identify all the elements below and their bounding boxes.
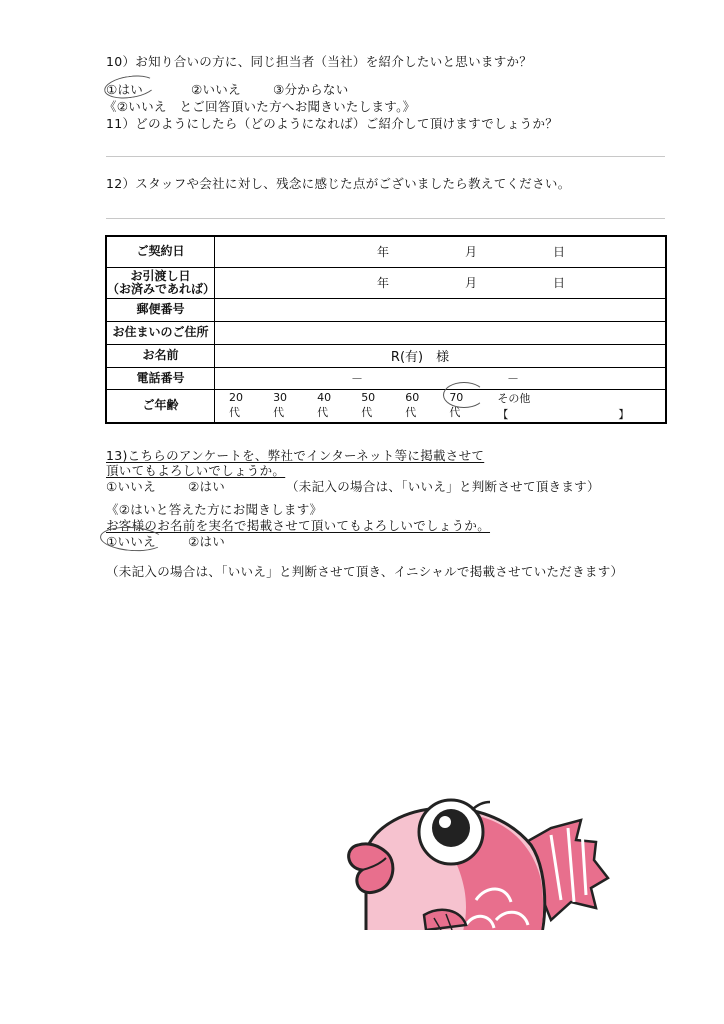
row-address <box>106 321 666 344</box>
q13-default-note: （未記入の場合は、「いいえ」と判断させて頂きます） <box>286 479 600 494</box>
q13-followup-no[interactable]: ①いいえ <box>106 534 156 549</box>
contract-date-label: ご契約日 <box>106 236 215 267</box>
address-label: お住まいのご住所 <box>106 321 215 344</box>
phone-value: － － <box>350 371 519 386</box>
day-unit: 日 <box>552 276 565 290</box>
q10-question: 10）お知り合いの方に、同じ担当者（当社）を紹介したいと思いますか？ <box>106 54 533 69</box>
q10-option-no[interactable]: ②いいえ <box>191 82 241 97</box>
row-postal <box>106 298 666 321</box>
age-option-other[interactable]: その他【 】 <box>497 391 630 421</box>
age-label: ご年齢 <box>106 389 215 423</box>
postal-code-field[interactable] <box>215 298 667 321</box>
age-option-60s[interactable]: 60代 <box>405 391 420 419</box>
q13-followup-yes[interactable]: ②はい <box>188 534 226 549</box>
q12-answer-line <box>106 218 665 219</box>
age-option-50s[interactable]: 50代 <box>361 391 376 419</box>
age-option-30s[interactable]: 30代 <box>273 391 288 419</box>
q13-final-note: （未記入の場合は、「いいえ」と判断させて頂き、イニシャルで掲載させていただきます） <box>106 564 624 579</box>
q11-answer-line <box>106 156 665 157</box>
q12-question: 12）スタッフや会社に対し、残念に感じた点がございましたら教えてください。 <box>106 176 571 191</box>
year-unit: 年 <box>377 245 390 260</box>
month-unit: 月 <box>464 276 477 290</box>
handover-date-field[interactable] <box>215 267 667 298</box>
q11-question: 11）どのようにしたら（どのようになれば）ご紹介して頂けますでしょうか？ <box>106 116 559 131</box>
age-answer-circle <box>443 382 485 408</box>
month-unit: 月 <box>464 245 477 260</box>
name-label: お名前 <box>106 344 215 367</box>
age-option-70s[interactable]: 70代 <box>449 391 471 420</box>
q13-question-line2: 頂いてもよろしいでしょうか。 <box>106 463 286 478</box>
handover-label-line2: （お済みであれば） <box>107 281 216 296</box>
phone-label: 電話番号 <box>106 367 215 389</box>
postal-code-label: 郵便番号 <box>106 298 215 321</box>
name-value: R(有) 様 <box>390 350 450 365</box>
handover-date-label <box>106 267 215 298</box>
row-contract-date <box>106 236 666 267</box>
q13-followup-question: お客様のお名前を実名で掲載させて頂いてもよろしいでしょうか。 <box>106 518 491 533</box>
age-option-40s[interactable]: 40代 <box>317 391 332 419</box>
row-phone <box>106 367 666 389</box>
q10-option-unknown[interactable]: ③分からない <box>273 82 349 97</box>
q13-option-yes[interactable]: ②はい <box>188 479 226 494</box>
row-name <box>106 344 666 367</box>
age-field[interactable] <box>215 389 667 423</box>
customer-info-table <box>105 235 667 424</box>
q13-followup-header: 《②はいと答えた方にお聞きします》 <box>106 502 323 517</box>
name-field[interactable] <box>215 344 667 367</box>
address-field[interactable] <box>215 321 667 344</box>
q13-option-no[interactable]: ①いいえ <box>106 479 156 494</box>
q10-option-yes[interactable]: ①はい <box>106 82 144 97</box>
contract-date-field[interactable] <box>215 236 667 267</box>
row-handover-date <box>106 267 666 298</box>
q13-question-line1: 13)こちらのアンケートを、弊社でインターネット等に掲載させて <box>106 448 485 463</box>
handover-label-line1: お引渡し日 <box>130 268 191 283</box>
age-option-20s[interactable]: 20代 <box>229 391 243 419</box>
q10-followup-note: 《②いいえ とご回答頂いた方へお聞きいたします。》 <box>104 99 416 114</box>
day-unit: 日 <box>552 245 565 260</box>
year-unit: 年 <box>377 276 390 290</box>
row-age <box>106 389 666 423</box>
phone-field[interactable] <box>215 367 667 389</box>
fish-mascot-icon <box>346 790 616 935</box>
